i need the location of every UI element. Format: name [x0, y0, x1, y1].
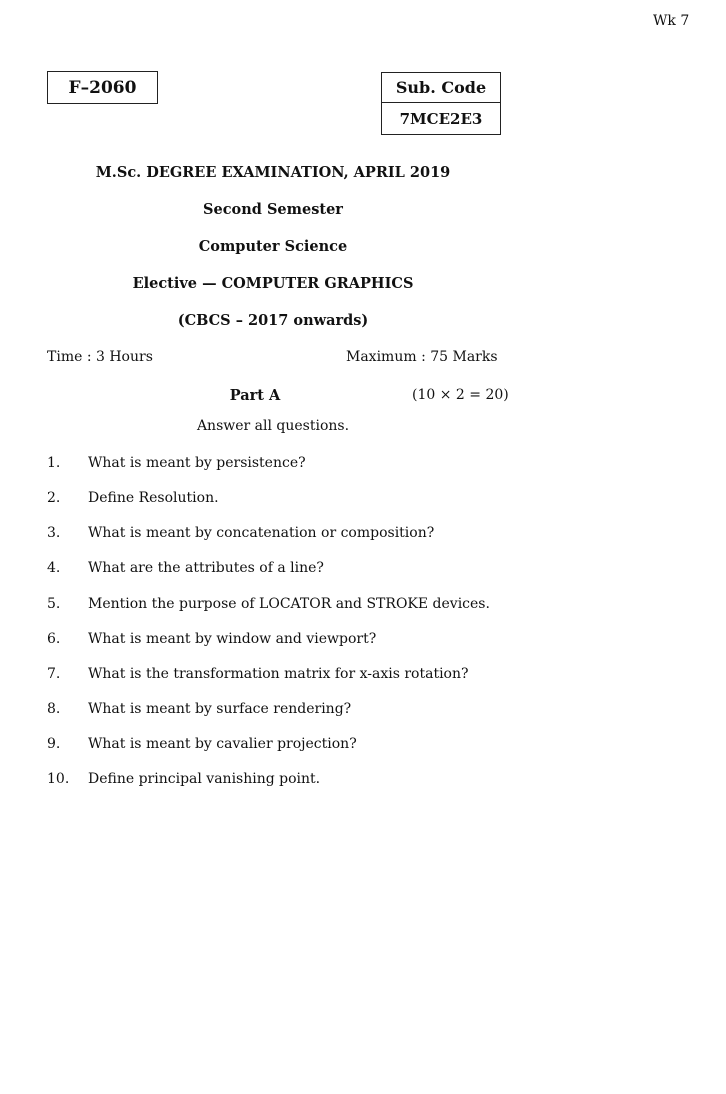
paper-code: F–2060 [68, 77, 137, 98]
exam-semester: Second Semester [203, 201, 343, 218]
exam-max-marks: Maximum : 75 Marks [346, 349, 498, 365]
part-title: Part A [229, 387, 281, 404]
question-text: Define principal vanishing point. [88, 771, 321, 787]
question-number: 2. [47, 490, 61, 506]
exam-department: Computer Science [198, 238, 348, 255]
question-text: What is meant by concatenation or composition? [88, 525, 435, 541]
exam-scheme: (CBCS – 2017 onwards) [177, 312, 369, 329]
question-number: 9. [47, 736, 61, 752]
subject-code-box [381, 72, 501, 135]
question-number: 1. [47, 455, 61, 471]
question-number: 4. [47, 560, 61, 576]
exam-title: M.Sc. DEGREE EXAMINATION, APRIL 2019 [95, 164, 451, 181]
question-text: Define Resolution. [88, 490, 219, 506]
part-marks: (10 × 2 = 20) [412, 387, 509, 403]
question-number: 5. [47, 596, 61, 612]
question-number: 3. [47, 525, 61, 541]
subject-code-value: 7MCE2E3 [399, 110, 483, 128]
question-text: Mention the purpose of LOCATOR and STROKE devices. [88, 596, 490, 612]
exam-course: Elective — COMPUTER GRAPHICS [132, 275, 414, 292]
question-text: What is meant by surface rendering? [88, 701, 352, 717]
question-number: 7. [47, 666, 61, 682]
question-number: 10. [47, 771, 70, 787]
question-text: What are the attributes of a line? [88, 560, 324, 576]
subject-code-label: Sub. Code [382, 73, 500, 103]
question-text: What is the transformation matrix for x-axis rotation? [88, 666, 469, 682]
paper-code-box [47, 71, 158, 104]
exam-time: Time : 3 Hours [47, 349, 153, 365]
part-instruction: Answer all questions. [196, 418, 350, 434]
question-text: What is meant by cavalier projection? [88, 736, 357, 752]
question-number: 8. [47, 701, 61, 717]
question-text: What is meant by window and viewport? [88, 631, 377, 647]
question-number: 6. [47, 631, 61, 647]
question-text: What is meant by persistence? [88, 455, 306, 471]
corner-tag: Wk 7 [653, 13, 690, 29]
